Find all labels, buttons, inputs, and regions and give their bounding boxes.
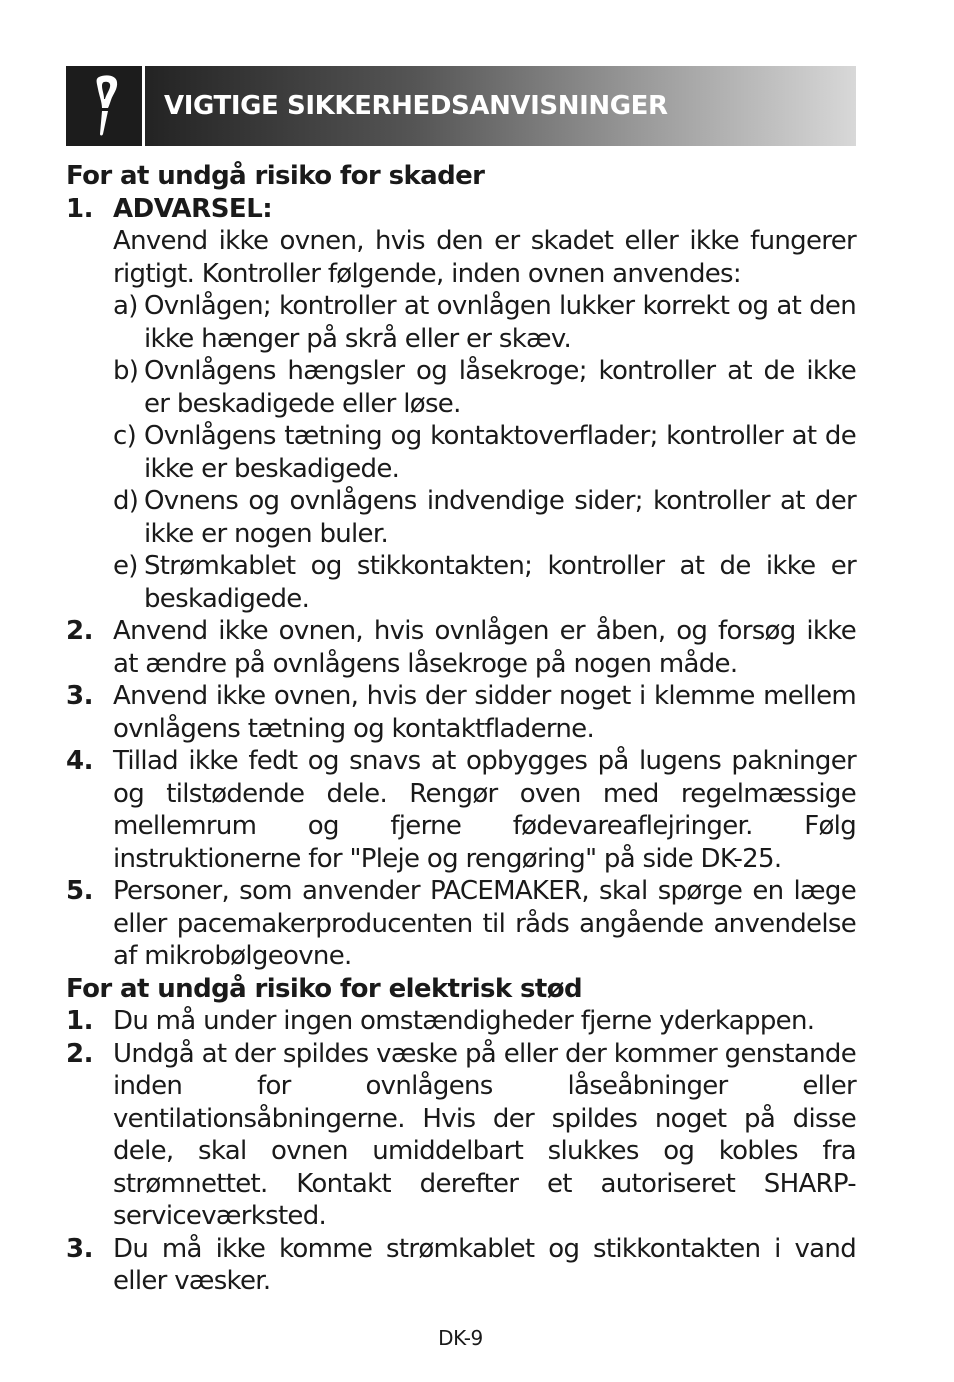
list-item bbox=[66, 615, 856, 680]
sub-item-text: Ovnlågen; kontroller at ovnlågen lukker korrekt og at den ikke hænger på skrå eller er skæv. bbox=[144, 291, 856, 354]
item-number: 3. bbox=[66, 681, 93, 711]
sub-item-text: Strømkablet og stikkontakten; kontroller at de ikke er beskadigede. bbox=[144, 551, 856, 614]
item-text: Anvend ikke ovnen, hvis den er skadet eller ikke fungerer rigtigt. Kontroller følgende, inden ovnen anvendes: bbox=[113, 226, 856, 289]
sub-item-label: b) bbox=[113, 356, 139, 386]
list-item bbox=[66, 1038, 856, 1233]
item-text: Du må ikke komme strømkablet og stikkontakten i vand eller væsker. bbox=[113, 1233, 856, 1296]
item-number: 1. bbox=[66, 1006, 93, 1036]
list-item bbox=[66, 1005, 856, 1038]
list-item bbox=[66, 745, 856, 875]
section-title: For at undgå risiko for skader bbox=[66, 161, 485, 191]
item-text: Anvend ikke ovnen, hvis ovnlågen er åben, og forsøg ikke at ændre på ovnlågens låsekroge på nogen måde. bbox=[113, 616, 856, 679]
item-number: 2. bbox=[66, 1038, 93, 1069]
item-number: 5. bbox=[66, 876, 93, 906]
section-header bbox=[66, 66, 856, 146]
sub-item-text: Ovnlågens hængsler og låsekroge; kontroller at de ikke er beskadigede eller løse. bbox=[144, 356, 856, 419]
sub-item bbox=[113, 290, 856, 355]
sub-list bbox=[113, 290, 856, 615]
sub-item-text: Ovnens og ovnlågens indvendige sider; kontroller at der ikke er nogen buler. bbox=[144, 486, 856, 549]
list-item bbox=[66, 680, 856, 745]
sub-item bbox=[113, 485, 856, 550]
section-title: For at undgå risiko for elektrisk stød bbox=[66, 973, 583, 1004]
section-injury bbox=[66, 160, 856, 973]
page-content bbox=[66, 160, 856, 1298]
item-text: Personer, som anvender PACEMAKER, skal spørge en læge eller pacemakerproducenten til råds angående anvendelse af mikrobølgeovne. bbox=[113, 876, 856, 971]
warning-label: ADVARSEL: bbox=[113, 193, 273, 224]
list-item bbox=[66, 193, 856, 616]
list-item bbox=[66, 875, 856, 973]
sub-item-label: d) bbox=[113, 486, 139, 516]
sub-item bbox=[113, 420, 856, 485]
item-text: Tillad ikke fedt og snavs at opbygges på lugens pakninger og tilstødende dele. Rengør oven med regelmæssige mellemrum og fjerne fødevareaflejringer. Følg instruktionerne for "Pleje og rengøring" på side DK-25. bbox=[113, 746, 856, 874]
item-number: 4. bbox=[66, 746, 93, 776]
header-title: VIGTIGE SIKKERHEDSANVISNINGER bbox=[164, 91, 668, 121]
sub-item bbox=[113, 355, 856, 420]
item-text: Du må under ingen omstændigheder fjerne yderkappen. bbox=[113, 1006, 815, 1036]
sub-item-label: e) bbox=[113, 551, 138, 581]
sub-item-label: a) bbox=[113, 291, 138, 321]
header-icon-box bbox=[66, 66, 142, 146]
list-item bbox=[66, 1233, 856, 1298]
item-text: Anvend ikke ovnen, hvis der sidder noget i klemme mellem ovnlågens tætning og kontaktfladerne. bbox=[113, 681, 856, 744]
header-bar bbox=[145, 66, 856, 146]
page-number: DK-9 bbox=[438, 1326, 483, 1350]
sub-item-label: c) bbox=[113, 421, 137, 451]
exclamation-hand-icon bbox=[86, 73, 122, 139]
sub-item bbox=[113, 550, 856, 615]
sub-item-text: Ovnlågens tætning og kontaktoverflader; kontroller at de ikke er beskadigede. bbox=[144, 421, 856, 484]
item-number: 3. bbox=[66, 1233, 93, 1264]
section-electric-shock bbox=[66, 973, 856, 1298]
item-number: 2. bbox=[66, 616, 93, 646]
item-text: Undgå at der spildes væske på eller der kommer genstande inden for ovnlågens låseåbninger eller ventilationsåbningerne. Hvis der spildes noget på disse dele, skal ovnen umiddelbart slukkes og kobles fra strømnettet. Kontakt derefter et autoriseret SHARP-serviceværksted. bbox=[113, 1038, 856, 1231]
item-number: 1. bbox=[66, 193, 93, 224]
